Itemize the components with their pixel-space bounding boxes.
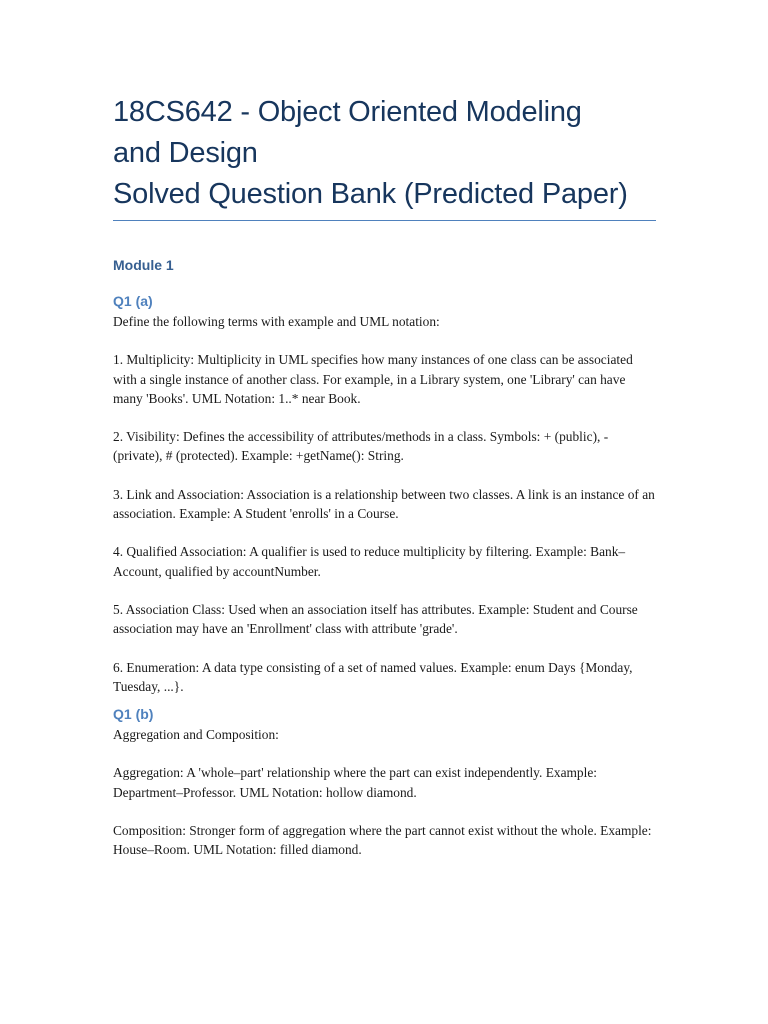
title-line-1: 18CS642 - Object Oriented Modeling [113,96,582,128]
question-section-q1a [113,292,658,696]
question-heading-q1b: Q1 (b) [113,706,154,723]
answer-paragraph-association-class: 5. Association Class: Used when an association itself has attributes. Example: Student and Course association may have an 'Enrollment' class with attribute 'grade'. [113,601,638,637]
title-line-3: Solved Question Bank (Predicted Paper) [113,178,628,210]
answer-paragraph-composition: Composition: Stronger form of aggregation where the part cannot exist without the whole. Example: House–Room. UML Notation: filled diamond. [113,823,652,858]
answer-paragraph-qualified-association: 4. Qualified Association: A qualifier is used to reduce multiplicity by filtering. Example: Bank–Account, qualified by accountNumber. [113,544,626,579]
document-page [113,92,658,860]
question-section-q1b [113,705,658,859]
question-intro-q1b: Aggregation and Composition: [113,727,279,743]
title-line-2: and Design [113,137,258,169]
question-heading-q1a: Q1 (a) [113,293,153,309]
answer-paragraph-link-association: 3. Link and Association: Association is a relationship between two classes. A link is an instance of an association. Example: A Student 'enrolls' in a Course. [113,486,655,522]
answer-paragraph-visibility: 2. Visibility: Defines the accessibility of attributes/methods in a class. Symbols: + (public), - (private), # (protected). Example: +getName(): String. [113,429,609,464]
question-intro-q1a: Define the following terms with example and UML notation: [113,314,440,329]
module-heading: Module 1 [113,257,174,273]
answer-paragraph-multiplicity: 1. Multiplicity: Multiplicity in UML specifies how many instances of one class can be associated with a single instance of another class. For example, in a Library system, one 'Library' can have many 'Books'. UML Notation: 1..* near Book. [113,352,633,406]
answer-paragraph-aggregation: Aggregation: A 'whole–part' relationship where the part can exist independently. Example: Department–Professor. UML Notation: hollow diamond. [113,765,598,800]
document-title [113,92,658,220]
title-underline-divider [113,220,656,221]
answer-paragraph-enumeration: 6. Enumeration: A data type consisting of a set of named values. Example: enum Days {Monday, Tuesday, ...}. [113,659,633,694]
